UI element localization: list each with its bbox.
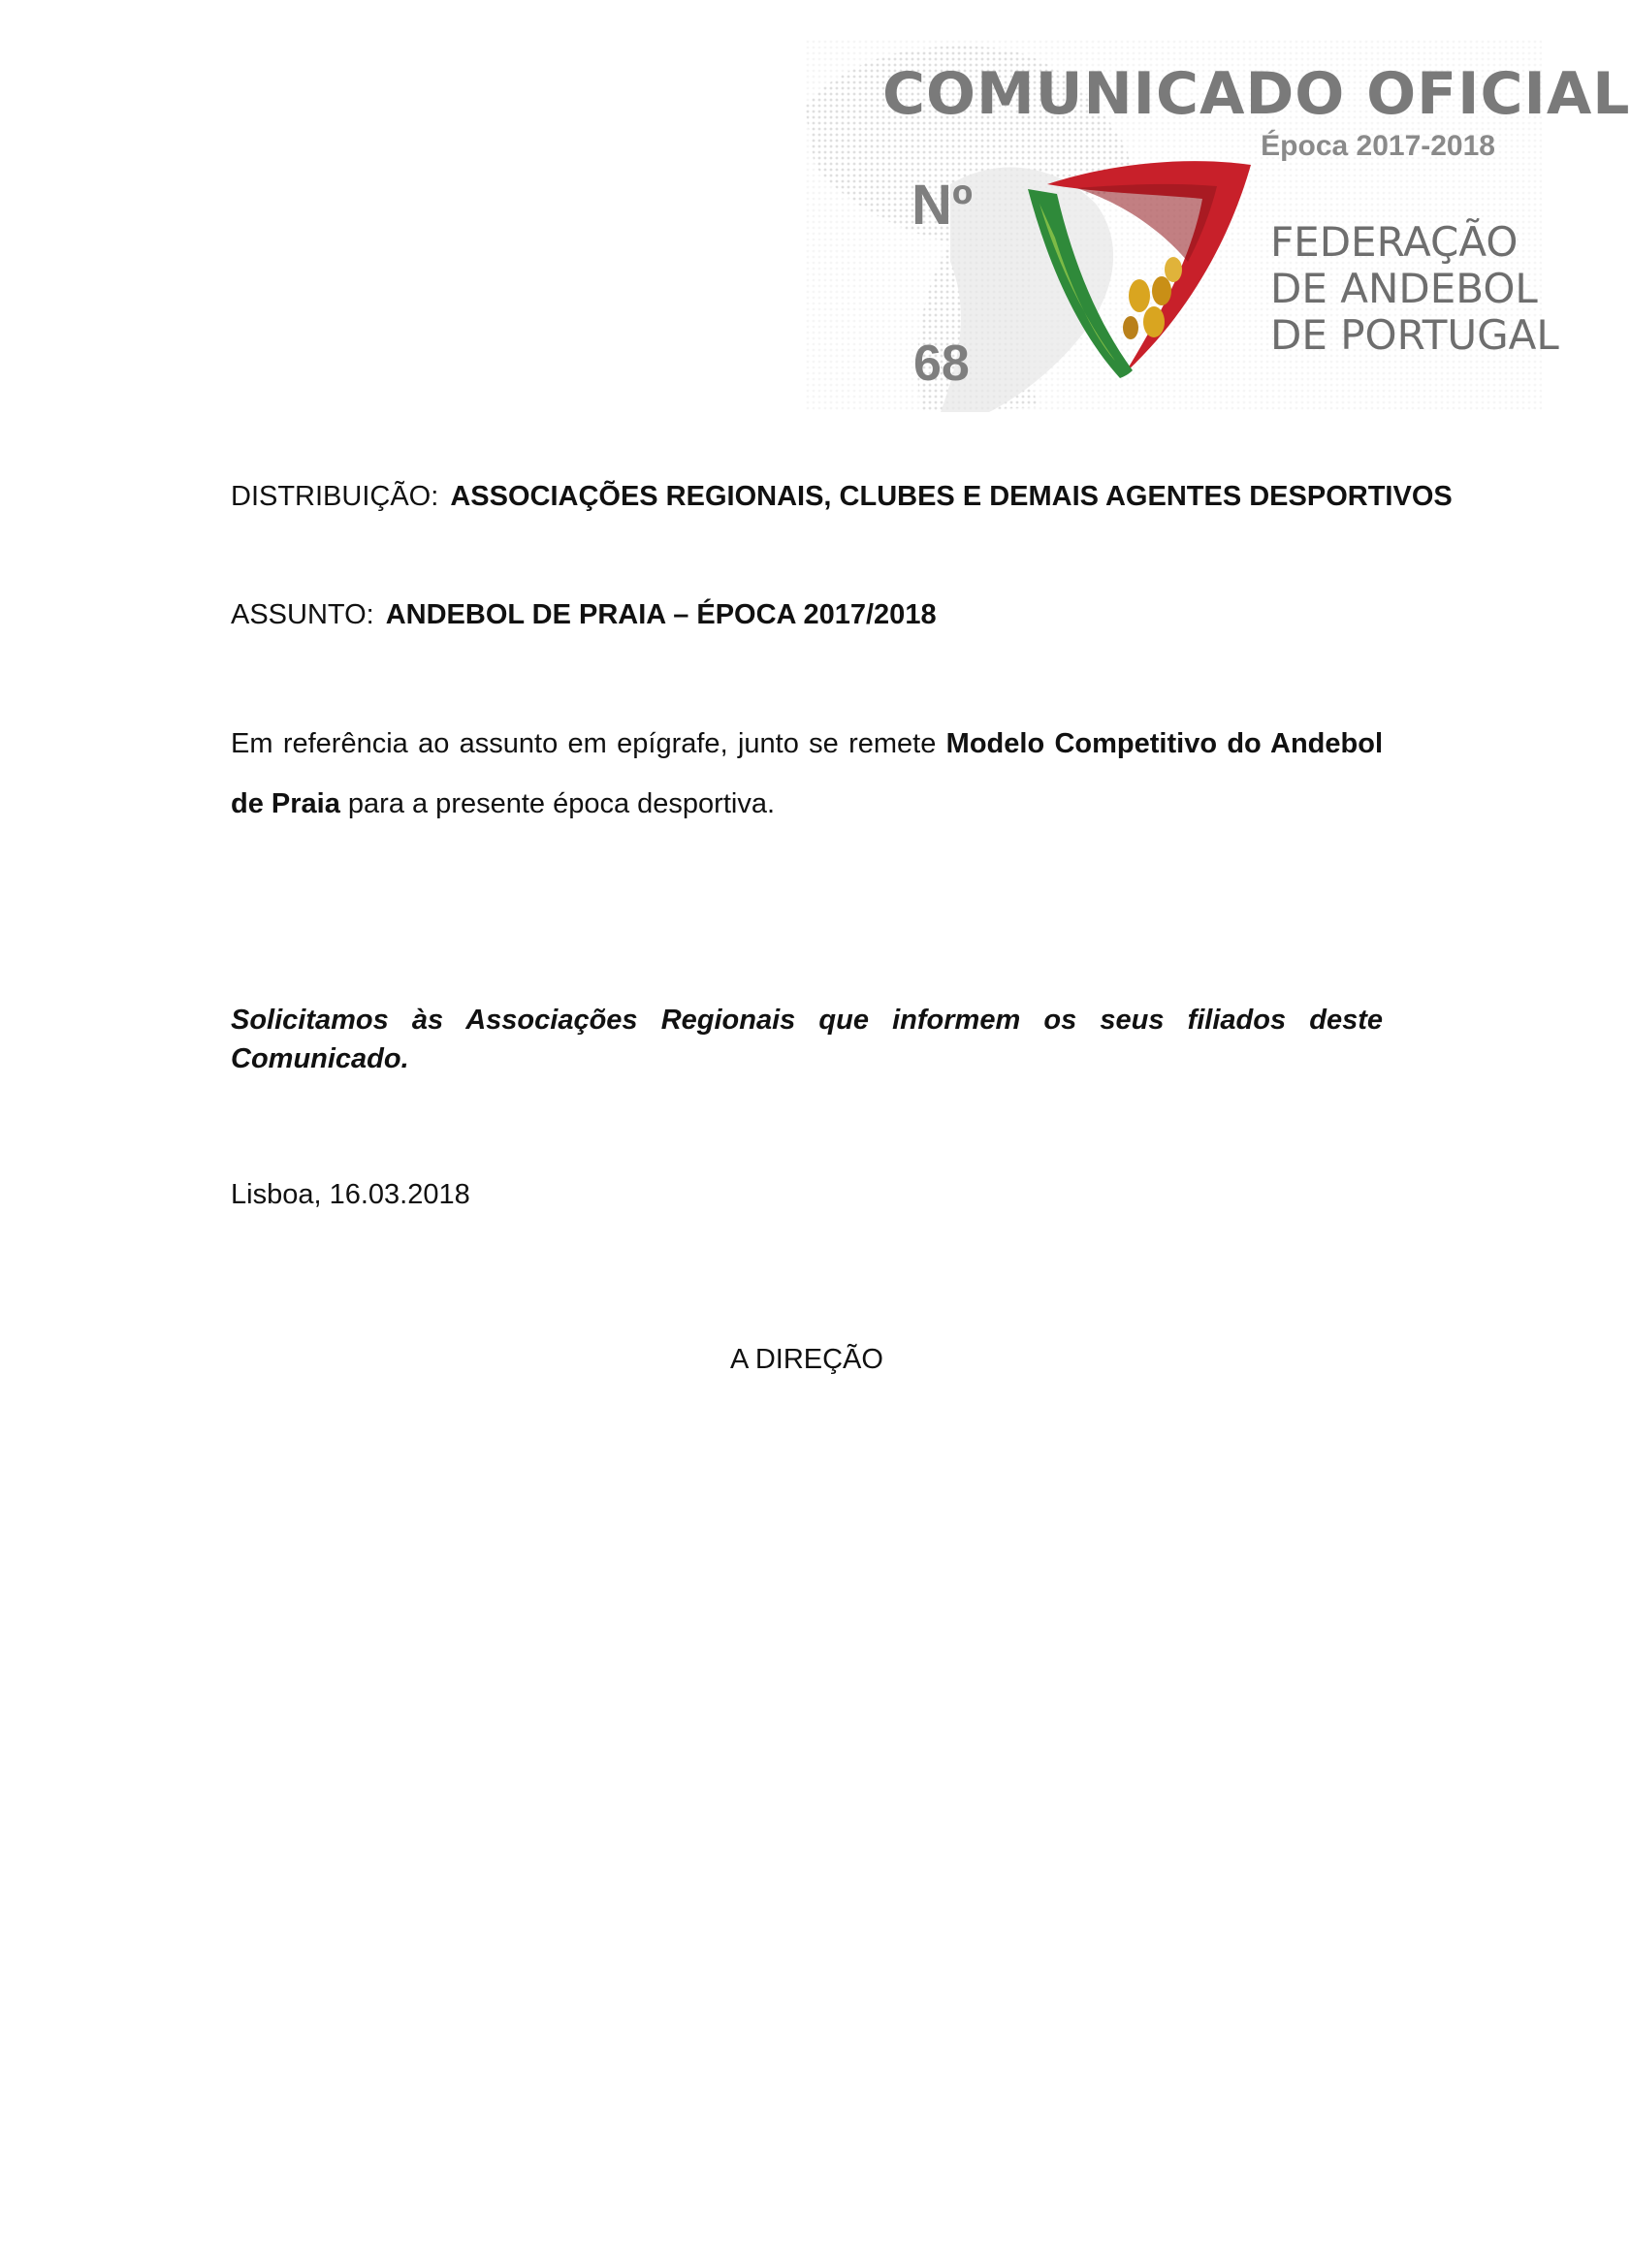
federation-name-line: DE ANDEBOL [1270, 265, 1538, 312]
federation-logo-icon [1018, 145, 1270, 388]
intro-text-after: para a presente época desportiva. [339, 788, 776, 819]
banner-title: COMUNICADO OFICIAL [882, 60, 1631, 128]
subject-label: ASSUNTO: [231, 599, 374, 630]
header-banner [805, 39, 1631, 412]
federation-name [1270, 219, 1559, 359]
intro-paragraph [231, 714, 1383, 834]
distribution-label: DISTRIBUIÇÃO: [231, 481, 439, 512]
banner-season: Época 2017-2018 [1261, 130, 1495, 162]
intro-text-before: Em referência ao assunto em epígrafe, junto se remete [231, 728, 946, 759]
subject-line [231, 599, 937, 631]
distribution-value: ASSOCIAÇÕES REGIONAIS, CLUBES E DEMAIS AGENTES DESPORTIVOS [450, 481, 1453, 512]
place-date: Lisboa, 16.03.2018 [231, 1179, 470, 1210]
signature: A DIREÇÃO [730, 1344, 883, 1375]
communique-number: 68 [913, 335, 970, 392]
intro-text-bold: Modelo Competitivo do Andebol de Praia [231, 728, 1384, 819]
communique-number-label: Nº [911, 174, 974, 237]
distribution-line [231, 481, 1453, 513]
federation-name-line: FEDERAÇÃO [1270, 218, 1519, 266]
subject-value: ANDEBOL DE PRAIA – ÉPOCA 2017/2018 [385, 599, 937, 630]
request-paragraph: Solicitamos às Associações Regionais que informem os seus filiados deste Comunicado. [231, 1005, 1383, 1074]
federation-name-line: DE PORTUGAL [1270, 311, 1559, 359]
